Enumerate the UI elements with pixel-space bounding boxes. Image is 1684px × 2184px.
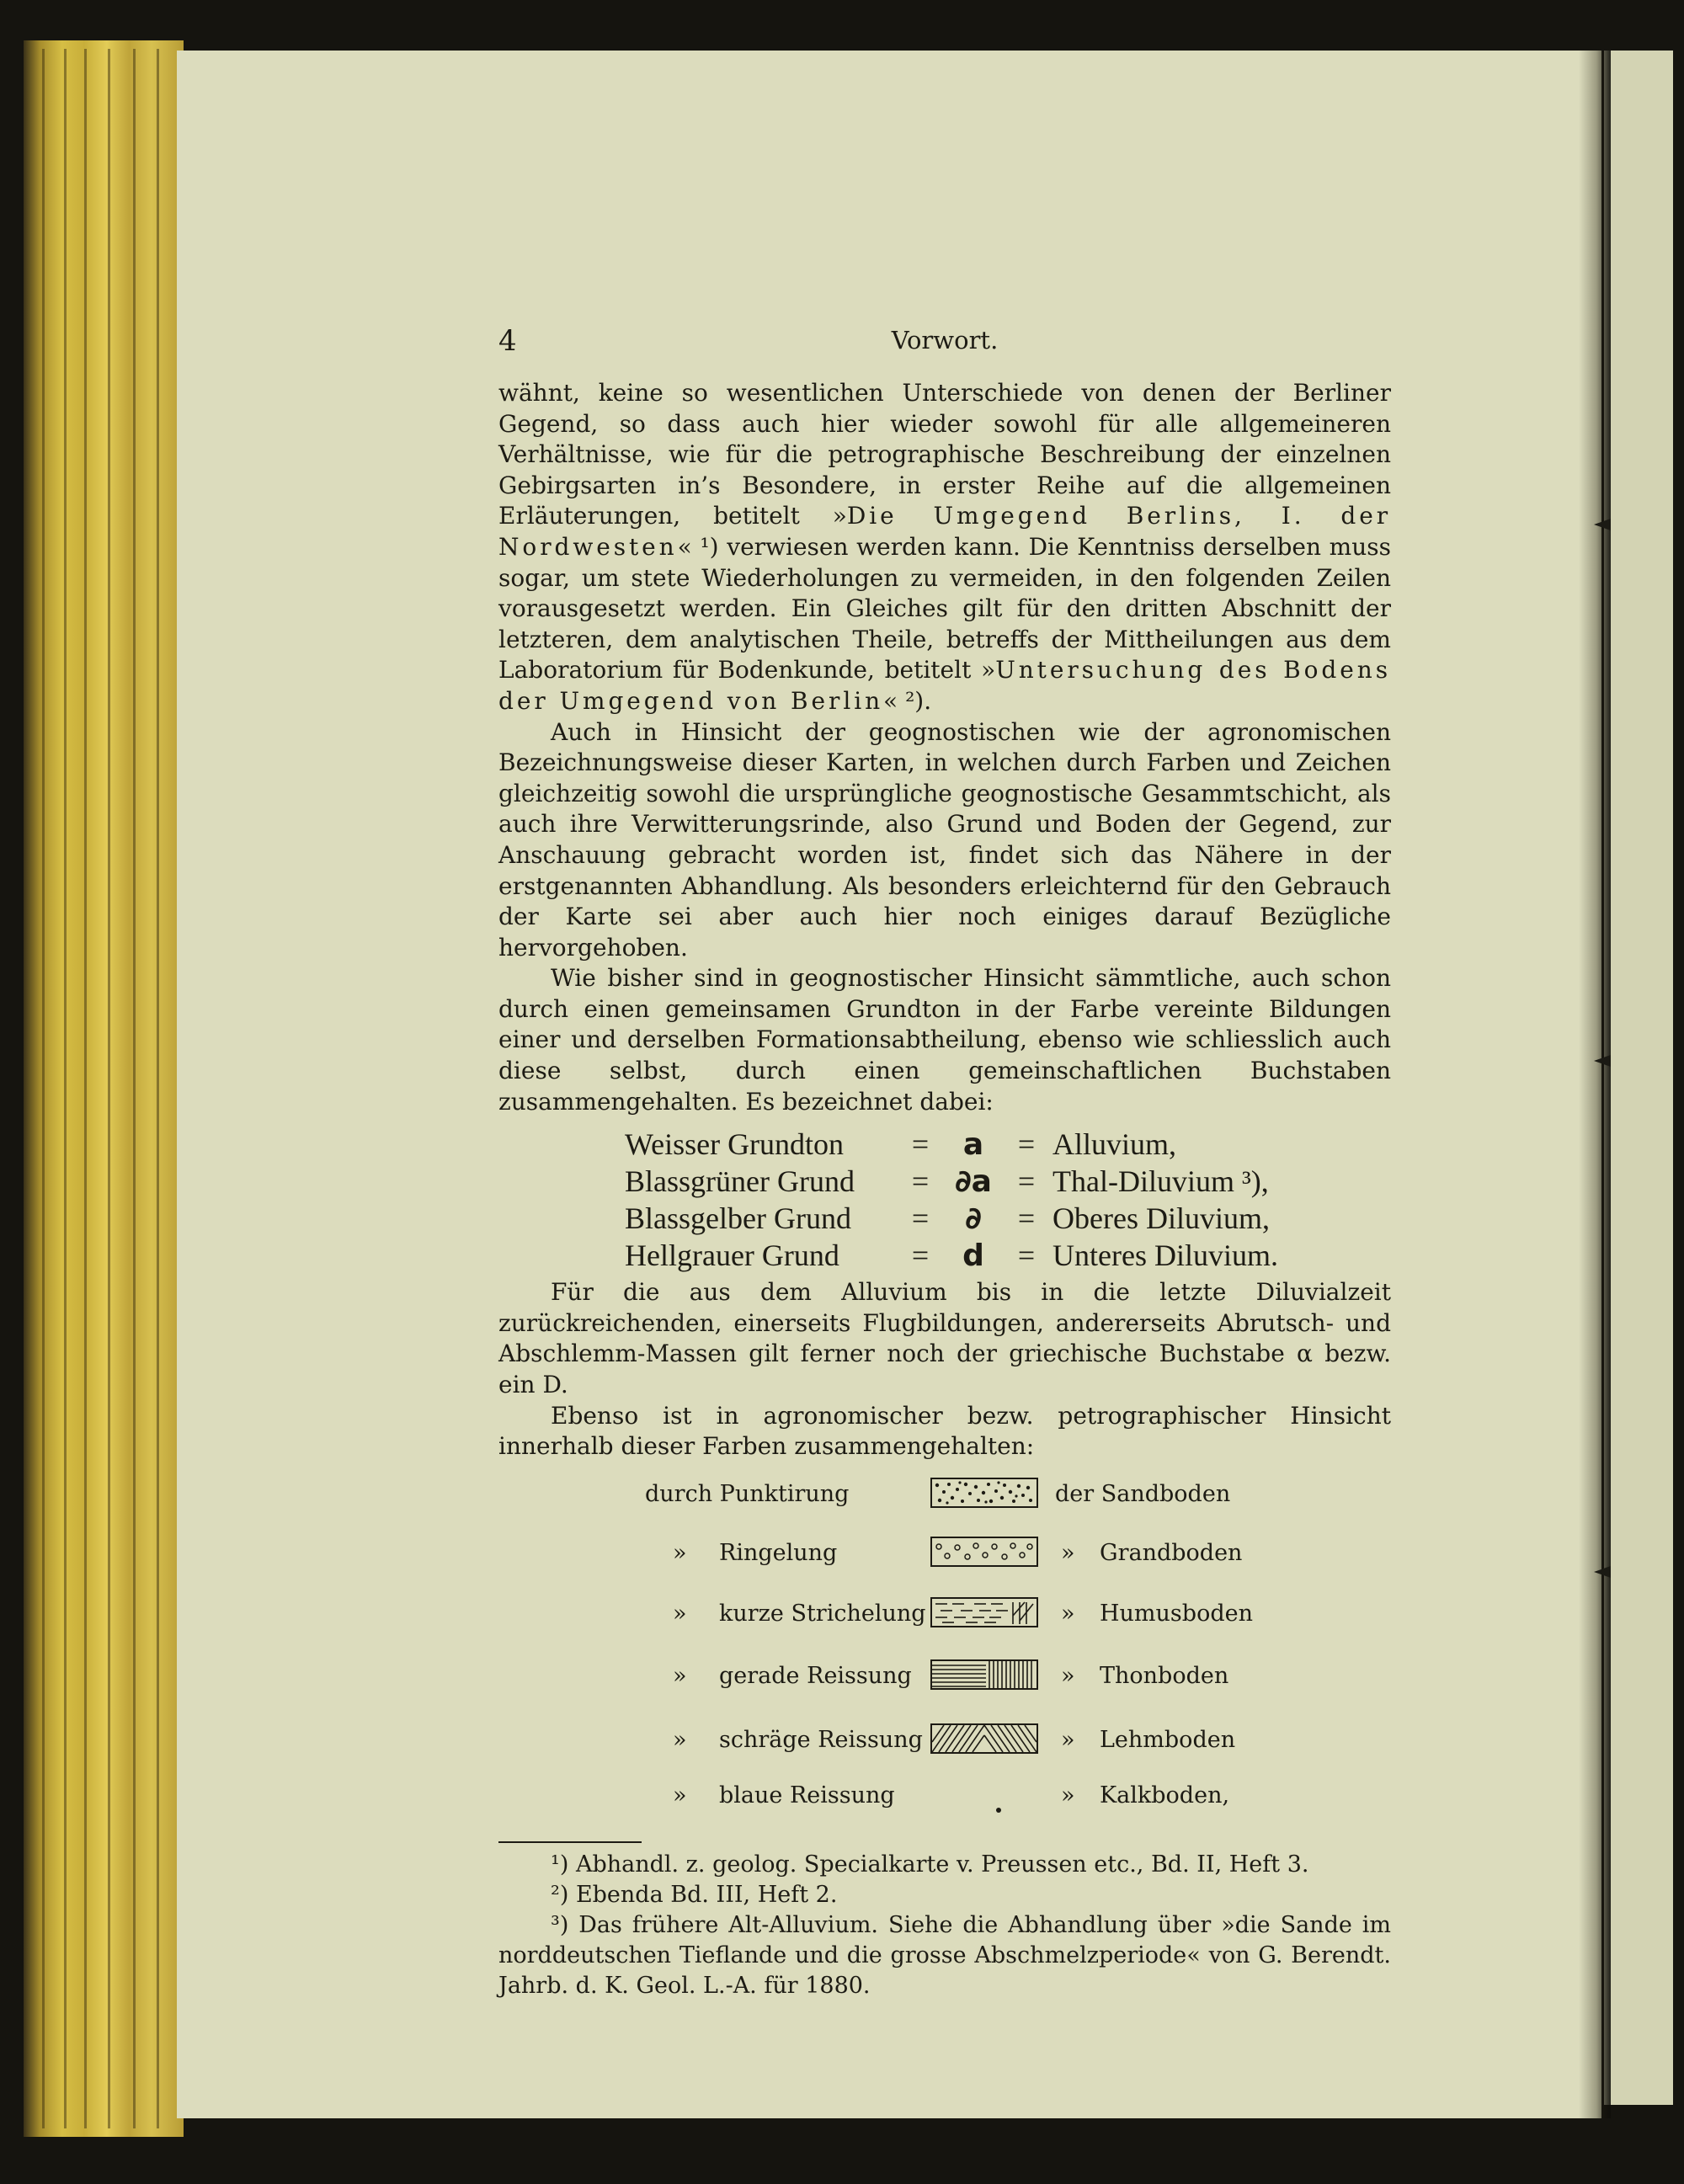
ink-speck — [996, 1808, 1001, 1813]
paragraph-1-text-e: « ²). — [883, 686, 932, 715]
grundton-symbol: ∂ — [965, 1201, 982, 1237]
soil-row — [498, 1723, 1391, 1757]
ditto-mark: » — [673, 1662, 687, 1689]
dot-pattern-swatch — [930, 1478, 1038, 1508]
soil-pattern-table — [498, 1471, 1391, 1833]
paragraph-1 — [498, 378, 1391, 717]
grundton-meaning: Thal-Diluvium ³), — [1052, 1164, 1269, 1199]
soil-type: Humusboden — [1100, 1600, 1253, 1627]
next-page-edge — [1604, 51, 1673, 2105]
page-content — [498, 324, 1391, 2001]
book-edge — [24, 40, 184, 2137]
equals-sign: = — [1017, 1201, 1036, 1236]
soil-type: Grandboden — [1100, 1539, 1243, 1566]
ditto-mark: » — [1061, 1662, 1075, 1689]
soil-row — [498, 1537, 1391, 1570]
paragraph-1-text-a: wähnt, keine so wesentlichen Unterschiede von denen der Berliner Gegend, so dass auch hier wieder sowohl für alle allgemeineren Verhältnisse, wie für die petrographische Beschreibung der einzelnen Gebirgsarten in’s Besondere, in erster Reihe auf die allgemeinen Erläuterungen, betitelt » — [498, 379, 1391, 530]
grundton-symbol: ∂a — [955, 1164, 992, 1200]
page-number: 4 — [498, 324, 517, 358]
grundton-name: Blassgelber Grund — [625, 1201, 851, 1236]
soil-type: Kalkboden, — [1100, 1782, 1230, 1808]
equals-sign: = — [911, 1164, 930, 1199]
soil-method: durch Punktirung — [645, 1480, 850, 1507]
footnote-2: ²) Ebenda Bd. III, Heft 2. — [551, 1881, 838, 1908]
grundton-symbol: d — [962, 1238, 984, 1274]
grundton-meaning: Alluvium, — [1052, 1127, 1177, 1162]
paragraph-2: Auch in Hinsicht der geognostischen wie der agronomischen Bezeichnungsweise dieser Karten, in welchen durch Farben und Zeichen gleichzeitig sowohl die ursprüngliche geognostische Gesammtschicht, als auch ihre Verwitterungsrinde, also Grund und Boden der Gegend, zur Anschauung gebracht worden ist, findet sich das Nähere in der erstgenannten Abhandlung. Als besonders erleichternd für den Gebrauch der Karte sei aber auch hier noch einiges darauf Bezügliche hervorgehoben. — [498, 717, 1391, 961]
soil-type: Thonboden — [1100, 1662, 1229, 1689]
soil-row — [498, 1478, 1391, 1511]
soil-type: Lehmboden — [1100, 1726, 1236, 1753]
dash-pattern-swatch — [930, 1597, 1038, 1627]
grundton-row — [625, 1126, 1391, 1163]
ditto-mark: » — [673, 1726, 687, 1753]
soil-row — [498, 1597, 1391, 1631]
gutter-shadow — [1579, 51, 1611, 2118]
soil-method: gerade Reissung — [719, 1662, 912, 1689]
grundton-name: Hellgrauer Grund — [625, 1238, 839, 1273]
grundton-meaning: Oberes Diluvium, — [1052, 1201, 1270, 1236]
grundton-row — [625, 1163, 1391, 1200]
spaced-title-untersuchung: Untersuchung des Bodens der Umgegend von Berlin — [498, 656, 1391, 715]
equals-sign: = — [1017, 1127, 1036, 1162]
ditto-mark: » — [673, 1782, 687, 1808]
footnote-rule — [498, 1841, 642, 1843]
ring-pattern-swatch — [930, 1537, 1038, 1567]
ditto-mark: » — [673, 1600, 687, 1627]
soil-method: schräge Reissung — [719, 1726, 923, 1753]
soil-method: kurze Strichelung — [719, 1600, 926, 1627]
grundton-row — [625, 1237, 1391, 1274]
ditto-mark: » — [673, 1539, 687, 1566]
footnote-3: ³) Das frühere Alt-Alluvium. Siehe die Abhandlung über »die Sande im norddeutschen Tieflande und die grosse Abschmelzperiode« von G. Berendt. Jahrb. d. K. Geol. L.-A. für 1880. — [498, 1911, 1391, 1999]
paragraph-5: Ebenso ist in agronomischer bezw. petrographischer Hinsicht innerhalb dieser Farben zusammengehalten: — [498, 1401, 1391, 1461]
grundton-row — [625, 1200, 1391, 1237]
grundton-name: Blassgrüner Grund — [625, 1164, 855, 1199]
grundton-meaning: Unteres Diluvium. — [1052, 1238, 1278, 1273]
paragraph-1-text-c: « ¹) verwiesen werden kann. Die Kenntniss derselben muss sogar, um stete Wiederholungen zu vermeiden, in den folgenden Zeilen vorausgesetzt werden. Ein Gleiches gilt für den dritten Abschnitt der letzteren, dem analytischen Theile, betreffs der Mittheilungen aus dem Laboratorium für Bodenkunde, betitelt » — [498, 532, 1391, 684]
soil-row — [498, 1779, 1391, 1813]
ditto-mark: » — [1061, 1600, 1075, 1627]
footnote-1: ¹) Abhandl. z. geolog. Specialkarte v. Preussen etc., Bd. II, Heft 3. — [551, 1851, 1309, 1878]
equals-sign: = — [1017, 1164, 1036, 1199]
equals-sign: = — [911, 1127, 930, 1162]
paragraph-4: Für die aus dem Alluvium bis in die letzte Diluvialzeit zurückreichenden, einerseits Flugbildungen, andererseits Abrutsch- und Abschlemm-Massen gilt ferner noch der griechische Buchstabe α bezw. ein D. — [498, 1278, 1391, 1399]
soil-method: blaue Reissung — [719, 1782, 895, 1808]
soil-type: der Sandboden — [1055, 1480, 1231, 1507]
ditto-mark: » — [1061, 1782, 1075, 1808]
equals-sign: = — [911, 1201, 930, 1236]
soil-row — [498, 1659, 1391, 1693]
spaced-title-umgegend: Die Umgegend Berlins, I. der Nordwesten — [498, 502, 1391, 561]
equals-sign: = — [1017, 1238, 1036, 1273]
oblique-hatch-swatch — [930, 1723, 1038, 1754]
grundton-symbol: a — [962, 1127, 984, 1163]
soil-method: Ringelung — [719, 1539, 838, 1566]
ditto-mark: » — [1061, 1539, 1075, 1566]
straight-hatch-swatch — [930, 1659, 1038, 1690]
page-header — [498, 324, 1391, 363]
equals-sign: = — [911, 1238, 930, 1273]
paragraph-3: Wie bisher sind in geognostischer Hinsicht sämmtliche, auch schon durch einen gemeinsamen Grundton in der Farbe vereinte Bildungen einer und derselben Formationsabtheilung, ebenso wie schliesslich auch diese selbst, durch einen gemeinschaftlichen Buchstaben zusammengehalten. Es bezeichnet dabei: — [498, 964, 1391, 1116]
grundton-table — [625, 1126, 1391, 1274]
ditto-mark: » — [1061, 1726, 1075, 1753]
running-head: Vorwort. — [891, 326, 999, 354]
grundton-name: Weisser Grundton — [625, 1127, 845, 1162]
